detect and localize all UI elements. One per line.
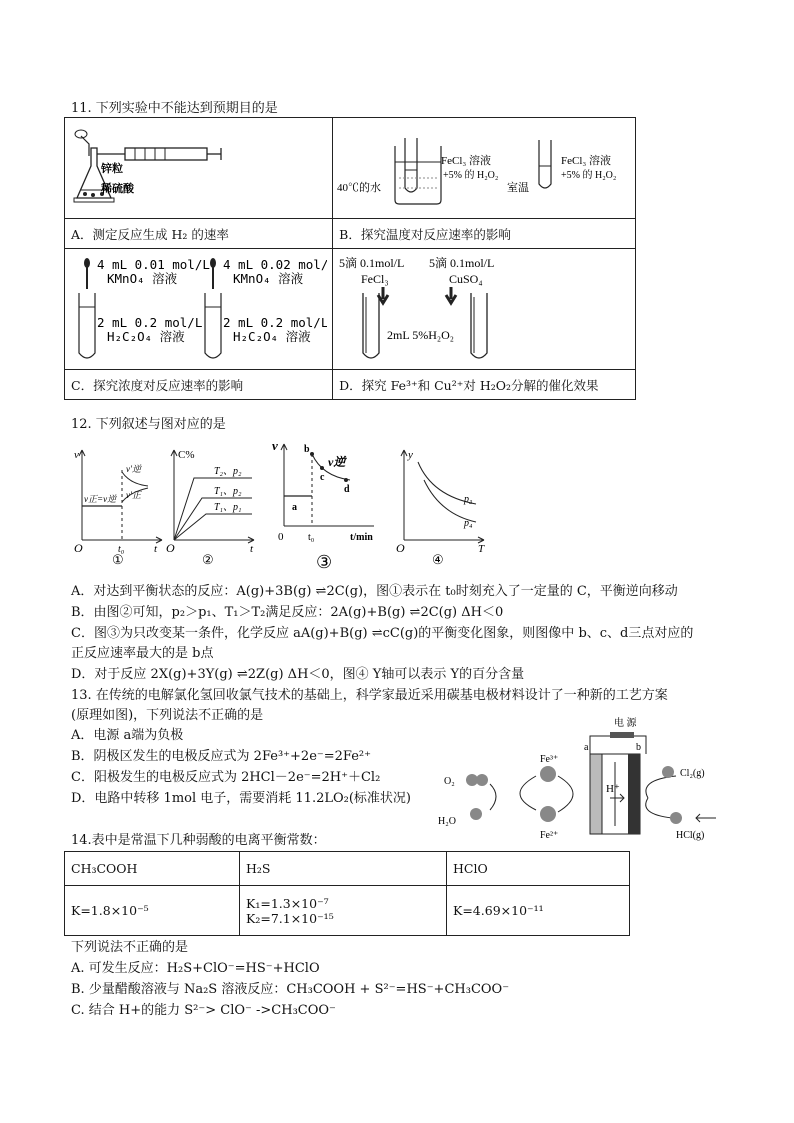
temperature-beaker-diagram — [333, 118, 629, 215]
q14-acid-constants-table — [64, 851, 630, 936]
q14-option-b: B. 少量醋酸溶液与 Na₂S 溶液反应：CH₃COOH + S²⁻=HS⁻+CH₃COO⁻ — [71, 982, 510, 997]
q13-option-a: A．电源 a端为负极 — [71, 728, 184, 743]
kmno4-test-tubes-diagram — [65, 249, 327, 366]
fig3-origin: 0 — [278, 531, 284, 543]
oxalic-conc-1: 2 mL 0.2 mol/L — [97, 315, 203, 330]
oxalic-label-2: H₂C₂O₄ 溶液 — [233, 329, 311, 344]
fig4-origin: O — [396, 541, 405, 555]
fig1-eq-label: v正=v逆 — [84, 494, 117, 504]
fig2-curve-3-label: T₁、p₁ — [214, 502, 242, 513]
q11-cell-c-image — [65, 249, 333, 370]
q13-option-b: B．阴极区发生的电极反应式为 2Fe³⁺+2e⁻=2Fe²⁺ — [71, 749, 371, 764]
power-source-label: 电 源 — [614, 718, 637, 729]
fig1-origin: O — [74, 541, 83, 555]
q12-option-a: A．对达到平衡状态的反应：A(g)+3B(g) ⇌2C(g)，图①表示在 t₀时刻充入了一定量的 C，平衡逆向移动 — [71, 584, 678, 599]
fig2-curve-2-label: T₁、p₂ — [214, 486, 242, 497]
zinc-label: 锌粒 — [101, 163, 123, 175]
fig1-t0-label: t₀ — [118, 544, 125, 555]
fig1-v-label: v — [74, 449, 79, 461]
cuso4-drops-label: 5滴 0.1mol/L — [429, 256, 495, 270]
fig3-point-b: b — [304, 444, 310, 455]
q12-title: 12. 下列叙述与图对应的是 — [71, 417, 226, 432]
q11-cell-b-image — [333, 118, 636, 219]
hypochlorous-acid-k: K=4.69×10⁻¹¹ — [447, 886, 630, 936]
q13-electrolysis-diagram — [432, 714, 722, 842]
o2-label: O₂ — [444, 776, 455, 787]
cl2-label: Cl₂(g) — [680, 768, 705, 779]
header-hypochlorous-acid: HClO — [447, 852, 630, 886]
kmno4-conc-2: 4 mL 0.02 mol/L — [223, 257, 327, 272]
fig1-vrev-label: v′逆 — [126, 464, 141, 474]
q12-figure-4 — [392, 440, 492, 570]
fe2-label: Fe²⁺ — [540, 830, 559, 841]
q11-option-a: A．测定反应生成 H₂ 的速率 — [65, 219, 333, 249]
q14-title: 14.表中是常温下几种弱酸的电离平衡常数： — [71, 833, 326, 848]
fig3-vrev-label: v逆 — [328, 455, 346, 469]
kmno4-conc-1: 4 mL 0.01 mol/L — [97, 257, 210, 272]
proton-label: H⁺ — [606, 783, 620, 795]
q14-option-c: C. 结合 H+的能力 S²⁻> ClO⁻ ->CH₃COO⁻ — [71, 1003, 336, 1018]
kmno4-label-1: KMnO₄ 溶液 — [107, 271, 178, 286]
fig2-origin: O — [166, 541, 175, 555]
q12-option-d: D．对于反应 2X(g)+3Y(g) ⇌2Z(g) ΔH＜0，图④ Y轴可以表示 Y的百分含量 — [71, 667, 525, 682]
fig3-number: ③ — [316, 552, 333, 572]
terminal-b-label: b — [636, 742, 641, 753]
fig1-number: ① — [112, 552, 124, 567]
q12-figure-3 — [264, 436, 384, 576]
fecl3-drops-label: 5滴 0.1mol/L — [339, 256, 405, 270]
hcl-label: HCl(g) — [676, 830, 705, 841]
q12-figure-2 — [162, 440, 262, 570]
q11-option-b: B．探究温度对反应速率的影响 — [333, 219, 636, 249]
fecl3-formula: FeCl₃ — [361, 272, 389, 286]
fecl3-label-2: FeCl₃ 溶液 — [561, 155, 612, 167]
q11-table — [64, 117, 636, 400]
q13-option-c: C．阳极发生的电极反应式为 2HCl－2e⁻=2H⁺＋Cl₂ — [71, 770, 381, 785]
q11-title: 11. 下列实验中不能达到预期目的是 — [71, 101, 278, 116]
acid-label: 稀硫酸 — [101, 183, 134, 195]
hydrogen-sulfide-k2: K₂=7.1×10⁻¹⁵ — [246, 910, 334, 926]
q14-option-a: A. 可发生反应：H₂S+ClO⁻=HS⁻+HClO — [71, 961, 320, 976]
warm-water-label: 40℃的水 — [337, 182, 382, 194]
fig3-v-label: v — [272, 438, 278, 453]
q11-option-c: C．探究浓度对反应速率的影响 — [65, 370, 333, 400]
fig2-number: ② — [202, 552, 214, 567]
room-temp-label: 室温 — [507, 182, 530, 194]
fecl3-label-1: FeCl₃ 溶液 — [441, 155, 492, 167]
fig2-curve-1-label: T₂、p₂ — [214, 466, 242, 477]
q12-option-c: C．图③为只改变某一条件，化学反应 aA(g)+B(g) ⇌cC(g)的平衡变化图象，则图像中 b、c、d三点对应的 — [71, 626, 694, 641]
q13-option-d: D．电路中转移 1mol 电子，需要消耗 11.2LO₂(标准状况) — [71, 791, 411, 806]
h2o2-label-2: +5% 的 H₂O₂ — [561, 170, 617, 181]
h2o2-volume-label: 2mL 5%H₂O₂ — [387, 328, 455, 342]
fig3-t0-label: t₀ — [308, 532, 315, 543]
oxalic-label-1: H₂C₂O₄ 溶液 — [107, 329, 185, 344]
q12-option-c-cont: 正反应速率最大的是 b点 — [71, 646, 214, 661]
q11-option-d: D．探究 Fe³⁺和 Cu²⁺对 H₂O₂分解的催化效果 — [333, 370, 636, 400]
acetic-acid-k: K=1.8×10⁻⁵ — [65, 886, 240, 936]
fig3-time-label: t/min — [350, 532, 373, 543]
q11-cell-d-image — [333, 249, 636, 370]
fig2-c-label: C% — [178, 449, 195, 461]
fig3-point-c: c — [320, 472, 325, 483]
fig1-t-label: t — [154, 543, 158, 555]
fig1-vfwd-label: v′正 — [126, 490, 141, 500]
terminal-a-label: a — [584, 742, 589, 753]
q11-cell-a-image — [65, 118, 333, 219]
fig4-y-label: y — [408, 449, 413, 461]
fig2-t-label: t — [250, 543, 254, 555]
q12-figure-1 — [70, 440, 170, 570]
fig4-p4-label: p₄ — [464, 518, 473, 529]
fig3-point-a: a — [292, 502, 297, 513]
fig4-t-label: T — [478, 543, 485, 555]
q13-title-1: 13. 在传统的电解氯化氢回收氯气技术的基础上，科学家最近采用碳基电极材料设计了一种新的工艺方案 — [71, 688, 668, 703]
fe3-label: Fe³⁺ — [540, 754, 559, 765]
oxalic-conc-2: 2 mL 0.2 mol/L — [223, 315, 327, 330]
cuso4-formula: CuSO₄ — [449, 272, 483, 286]
h2o2-label-1: +5% 的 H₂O₂ — [443, 170, 499, 181]
q13-title-2: (原理如图)，下列说法不正确的是 — [71, 708, 264, 723]
catalyst-test-tubes-diagram — [333, 249, 629, 366]
h2o-label: H₂O — [438, 816, 456, 827]
fig4-number: ④ — [432, 552, 444, 567]
fig4-p3-label: p₃ — [464, 494, 473, 505]
header-acetic-acid: CH₃COOH — [65, 852, 240, 886]
kmno4-label-2: KMnO₄ 溶液 — [233, 271, 304, 286]
hydrogen-sulfide-k-cell — [240, 886, 447, 936]
hydrogen-sulfide-k1: K₁=1.3×10⁻⁷ — [246, 895, 329, 911]
zinc-acid-apparatus-diagram — [65, 118, 327, 215]
header-hydrogen-sulfide: H₂S — [240, 852, 447, 886]
fig3-point-d: d — [344, 484, 350, 495]
q14-subtitle: 下列说法不正确的是 — [71, 940, 189, 955]
q12-option-b: B．由图②可知，p₂＞p₁、T₁＞T₂满足反应：2A(g)+B(g) ⇌2C(g) ΔH＜0 — [71, 605, 504, 620]
